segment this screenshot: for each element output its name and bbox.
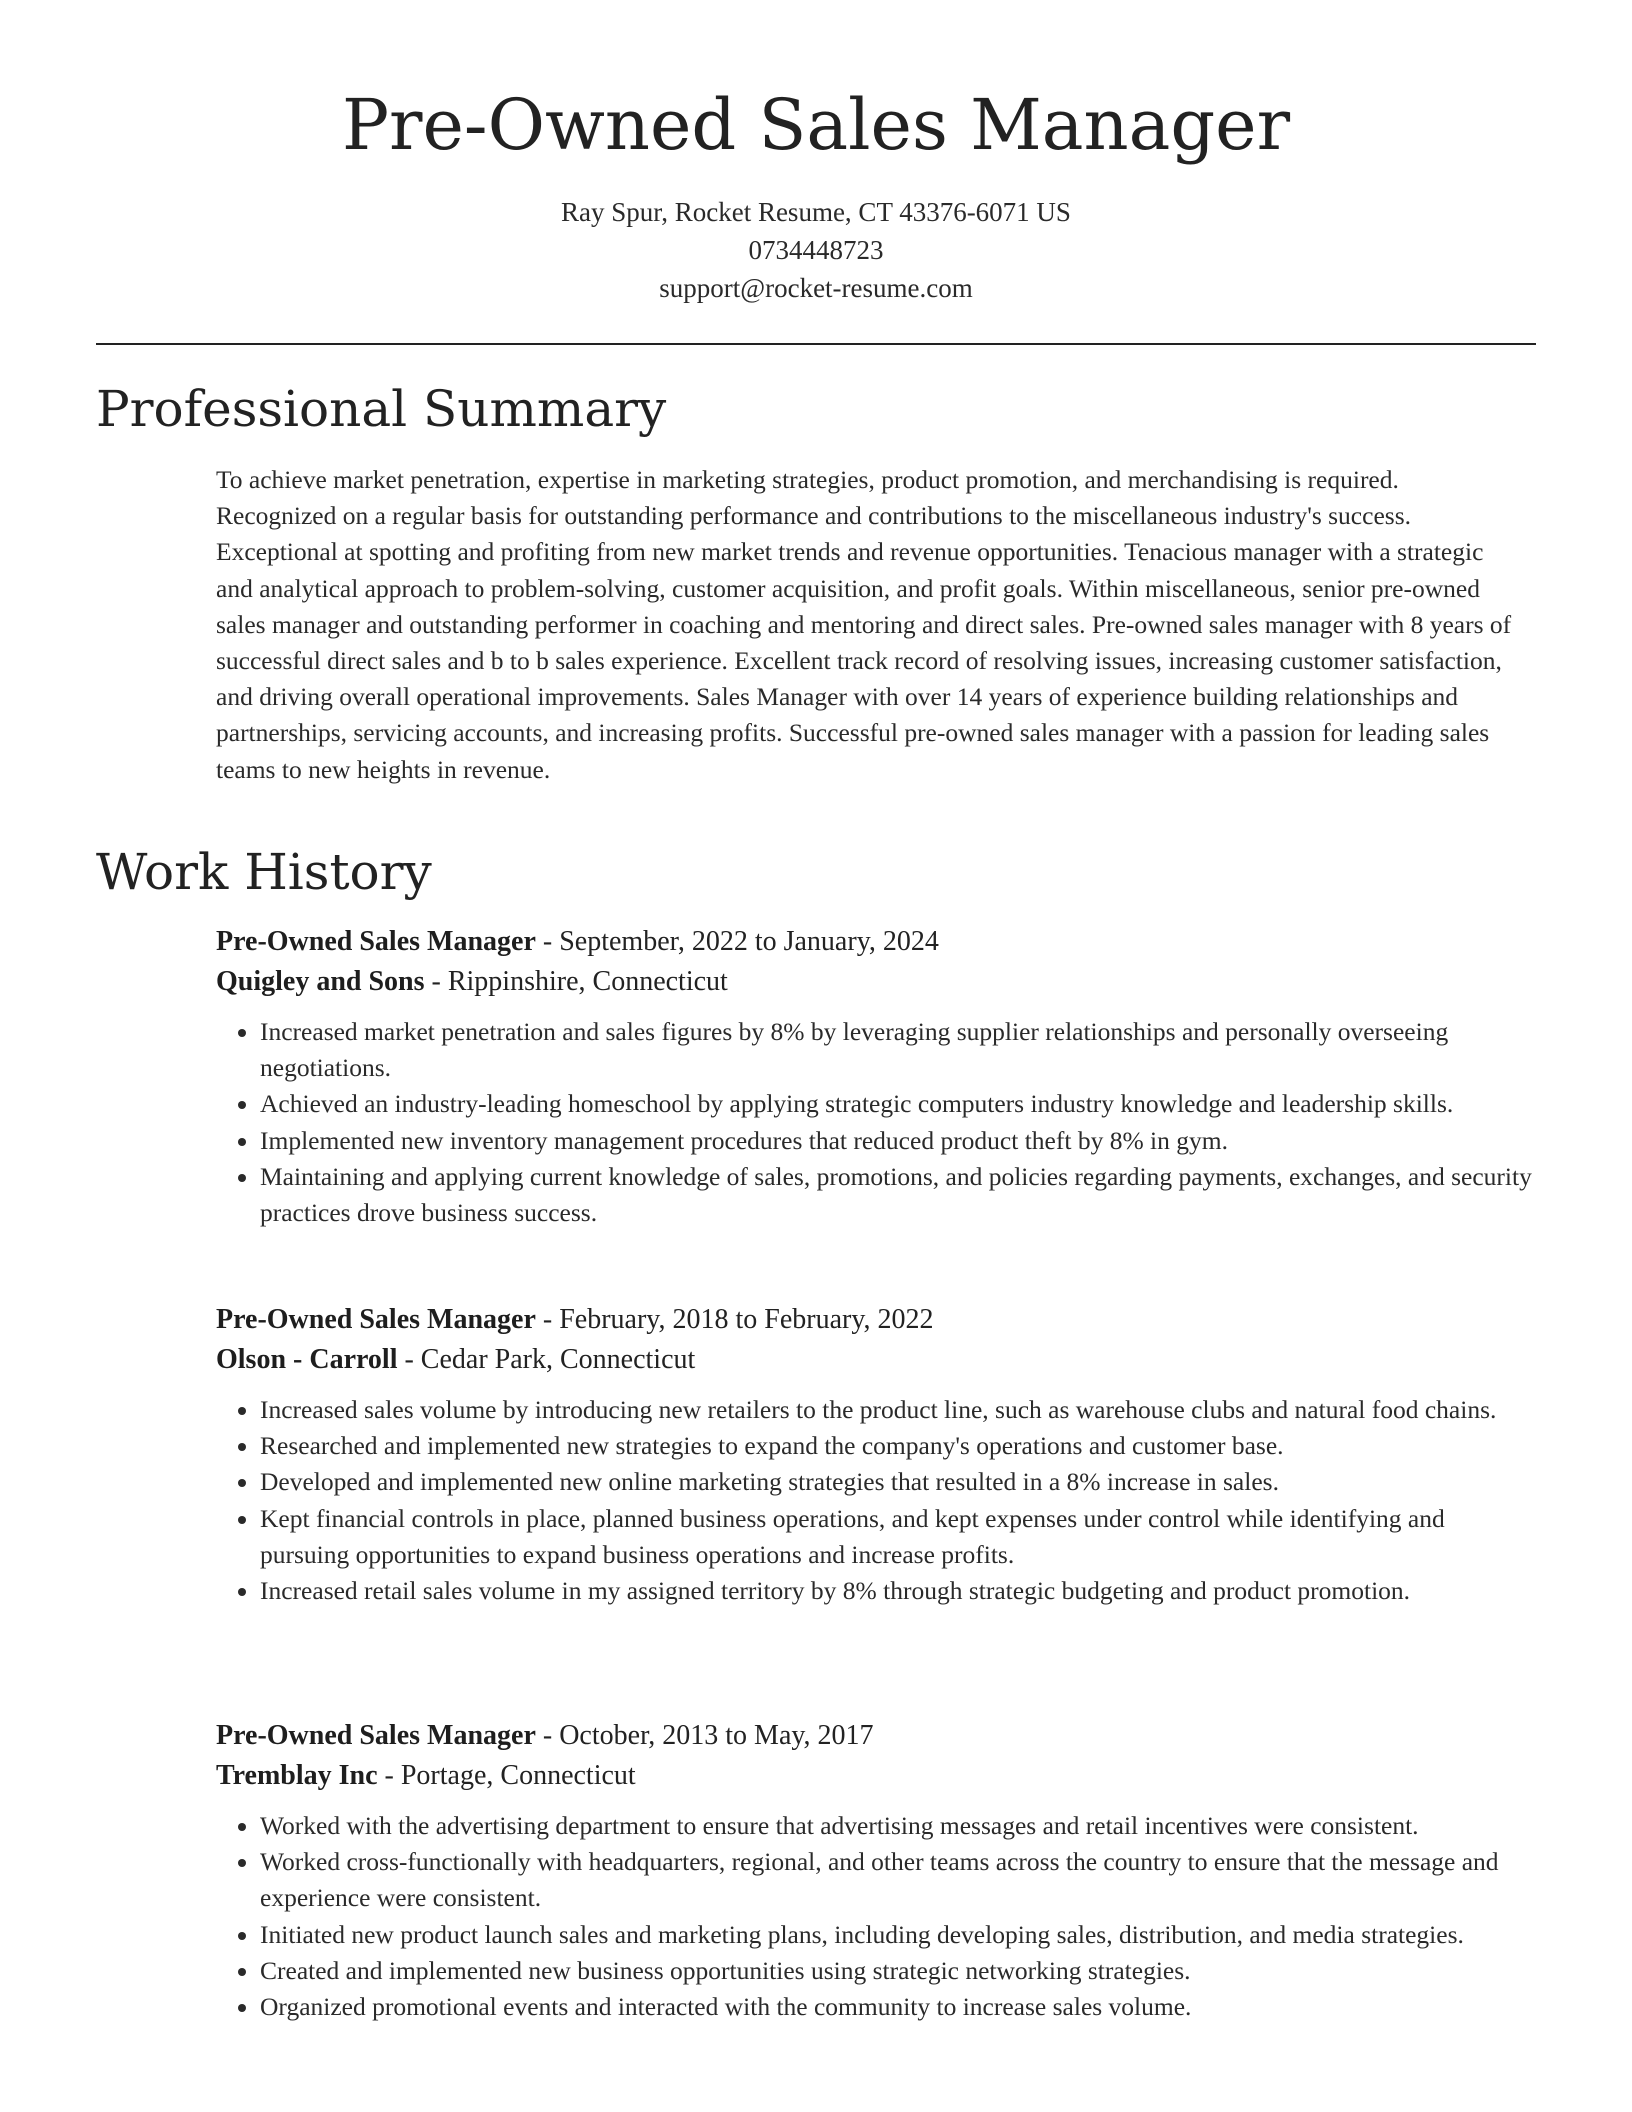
section-title-work-history: Work History <box>96 843 432 901</box>
job-bullet: • Implemented new inventory management procedures that reduced product theft by 8% in gym. <box>260 1123 1536 1159</box>
contact-address: Ray Spur, Rocket Resume, CT 43376-6071 US <box>561 197 1071 227</box>
job-company: Tremblay Inc <box>216 1760 378 1791</box>
job-bullets <box>216 1808 1536 2025</box>
job-company-line <box>216 1756 1536 1796</box>
job-role: Pre-Owned Sales Manager <box>216 1304 536 1335</box>
job-bullet: • Increased retail sales volume in my assigned territory by 8% through strategic budgeting and product promotion. <box>260 1573 1536 1609</box>
job-bullet: • Achieved an industry-leading homeschool by applying strategic computers industry knowledge and leadership skills. <box>260 1086 1536 1122</box>
resume-name-heading: Pre-Owned Sales Manager <box>341 84 1291 166</box>
job-dates: - September, 2022 to January, 2024 <box>535 926 939 957</box>
job-dates: - February, 2018 to February, 2022 <box>535 1304 934 1335</box>
job-company-line <box>216 962 1536 1002</box>
job-title-line <box>216 1716 1536 1756</box>
section-title-summary: Professional Summary <box>96 380 667 438</box>
job-bullet: • Researched and implemented new strategies to expand the company's operations and customer base. <box>260 1428 1536 1464</box>
job-location: - Portage, Connecticut <box>377 1760 636 1791</box>
job-location: - Rippinshire, Connecticut <box>424 966 728 997</box>
job-company: Quigley and Sons <box>216 966 425 997</box>
job-entry <box>216 1716 1536 2025</box>
job-bullets <box>216 1014 1536 1231</box>
job-bullet: • Increased sales volume by introducing new retailers to the product line, such as warehouse clubs and natural food chains. <box>260 1392 1536 1428</box>
job-entry <box>216 922 1536 1231</box>
job-bullet: • Developed and implemented new online marketing strategies that resulted in a 8% increase in sales. <box>260 1464 1536 1500</box>
job-role: Pre-Owned Sales Manager <box>216 1720 536 1751</box>
job-bullet: • Initiated new product launch sales and marketing plans, including developing sales, distribution, and media strategies. <box>260 1917 1536 1953</box>
job-bullet: • Created and implemented new business opportunities using strategic networking strategies. <box>260 1953 1536 1989</box>
job-bullet: • Maintaining and applying current knowledge of sales, promotions, and policies regarding payments, exchanges, and security practices drove business success. <box>260 1159 1536 1231</box>
job-role: Pre-Owned Sales Manager <box>216 926 536 957</box>
job-entry <box>216 1300 1536 1609</box>
job-company: Olson - Carroll <box>216 1344 398 1375</box>
job-title-line <box>216 1300 1536 1340</box>
job-company-line <box>216 1340 1536 1380</box>
job-dates: - October, 2013 to May, 2017 <box>535 1720 874 1751</box>
header-divider <box>96 343 1536 345</box>
job-bullet: • Increased market penetration and sales figures by 8% by leveraging supplier relationships and personally overseeing negotiations. <box>260 1014 1536 1086</box>
contact-block <box>0 193 1632 307</box>
job-location: - Cedar Park, Connecticut <box>397 1344 696 1375</box>
job-bullet: • Kept financial controls in place, planned business operations, and kept expenses under control while identifying and pursuing opportunities to expand business operations and increase profits. <box>260 1501 1536 1573</box>
summary-text: To achieve market penetration, expertise in marketing strategies, product promotion, and merchandising is required. Recognized on a regular basis for outstanding performance and contributions to the miscellaneous industry's success. Exceptional at spotting and profiting from new market trends and revenue opportunities. Tenacious manager with a strategic and analytical approach to problem-solving, customer acquisition, and profit goals. Within miscellaneous, senior pre-owned sales manager and outstanding performer in coaching and mentoring and direct sales. Pre-owned sales manager with 8 years of successful direct sales and b to b sales experience. Excellent track record of resolving issues, increasing customer satisfaction, and driving overall operational improvements. Sales Manager with over 14 years of experience building relationships and partnerships, servicing accounts, and increasing profits. Successful pre-owned sales manager with a passion for leading sales teams to new heights in revenue. <box>216 465 1512 784</box>
job-bullet: • Worked with the advertising department to ensure that advertising messages and retail incentives were consistent. <box>260 1808 1536 1844</box>
job-bullet: • Worked cross-functionally with headquarters, regional, and other teams across the country to ensure that the message and experience were consistent. <box>260 1844 1536 1916</box>
contact-phone: 0734448723 <box>748 235 884 265</box>
job-title-line <box>216 922 1536 962</box>
contact-email: support@rocket-resume.com <box>659 273 973 303</box>
job-bullet: • Organized promotional events and interacted with the community to increase sales volume. <box>260 1989 1536 2025</box>
job-bullets <box>216 1392 1536 1609</box>
